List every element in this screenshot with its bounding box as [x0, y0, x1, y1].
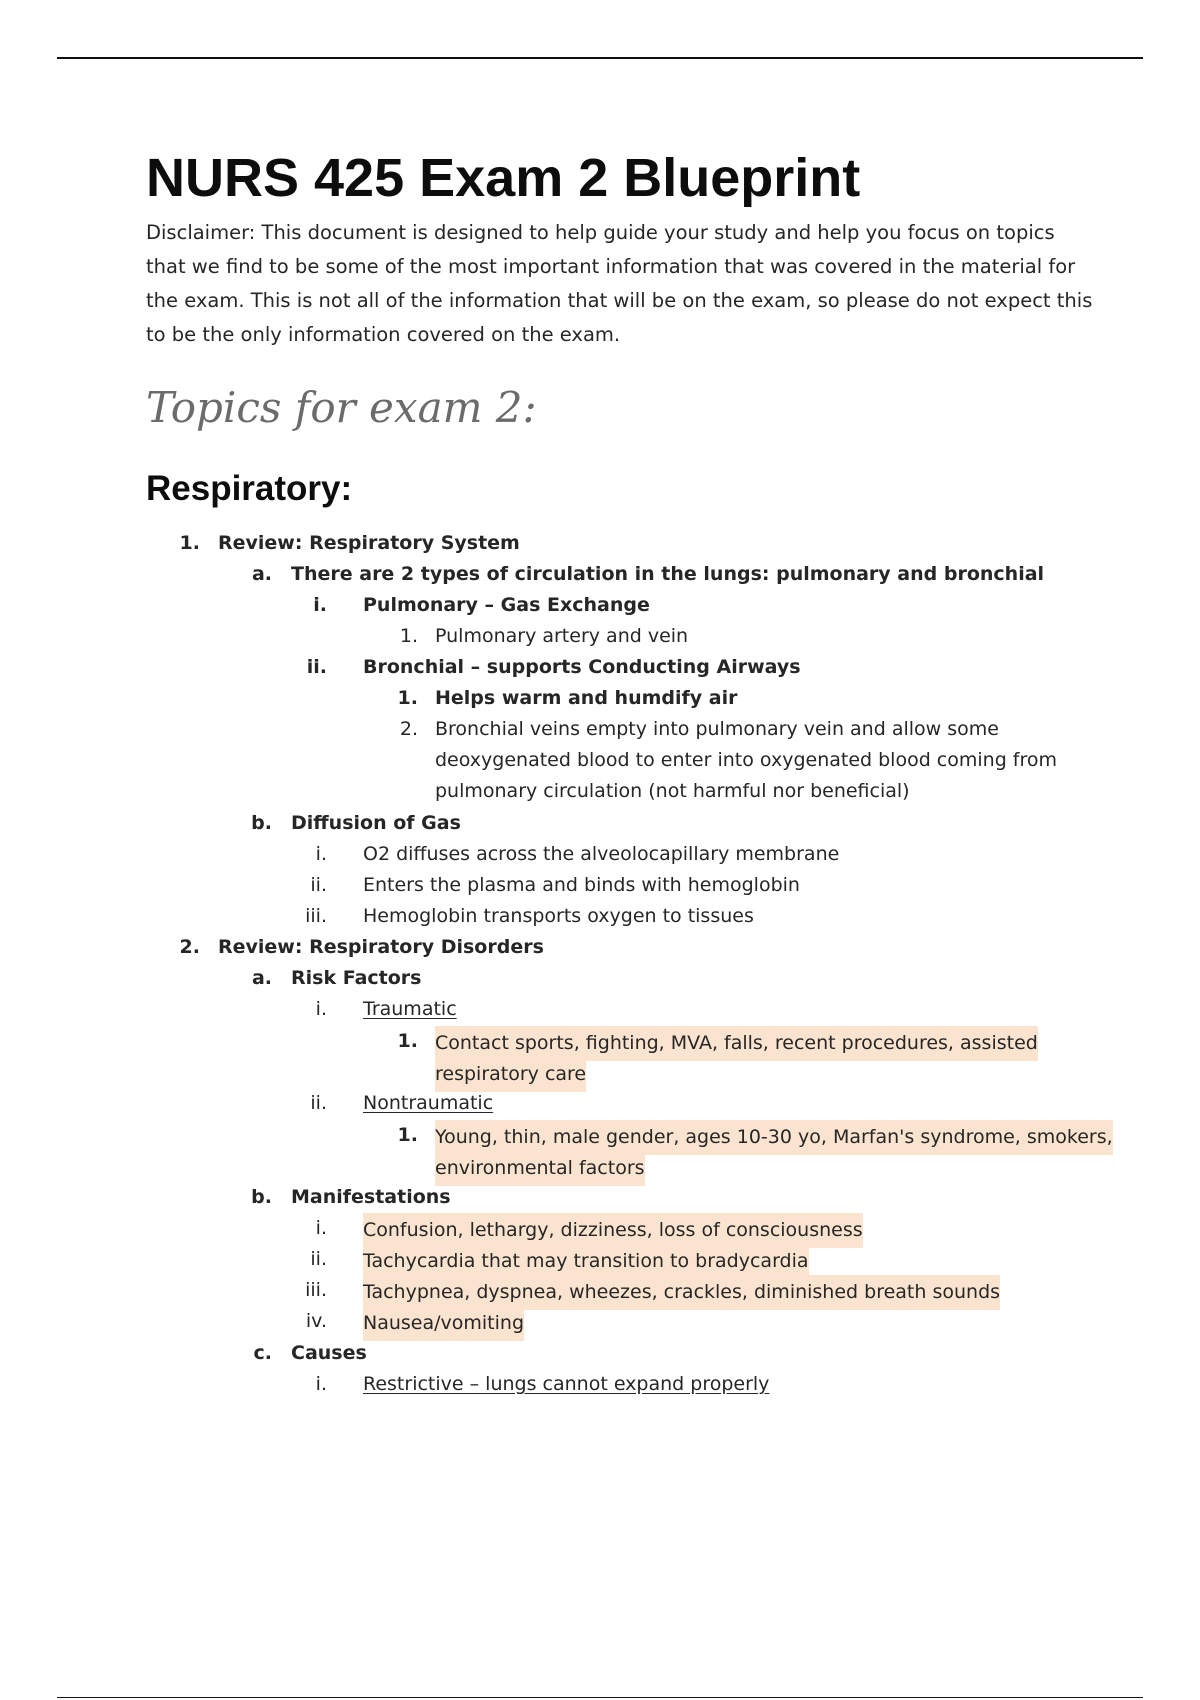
- top-rule: [57, 57, 1143, 59]
- disclaimer-paragraph: Disclaimer: This document is designed to help guide your study and help you focus on topics that we find to be some of the most important information that was covered in the material for the exam. This is not all of the information that will be on the exam, so please do not expect this to be the only information covered on the exam.: [146, 221, 1093, 346]
- document-title: NURS 425 Exam 2 Blueprint: [146, 148, 861, 208]
- section-heading-respiratory: Respiratory:: [146, 469, 353, 508]
- bottom-rule: [57, 1697, 1143, 1698]
- topics-heading: Topics for exam 2:: [146, 383, 537, 432]
